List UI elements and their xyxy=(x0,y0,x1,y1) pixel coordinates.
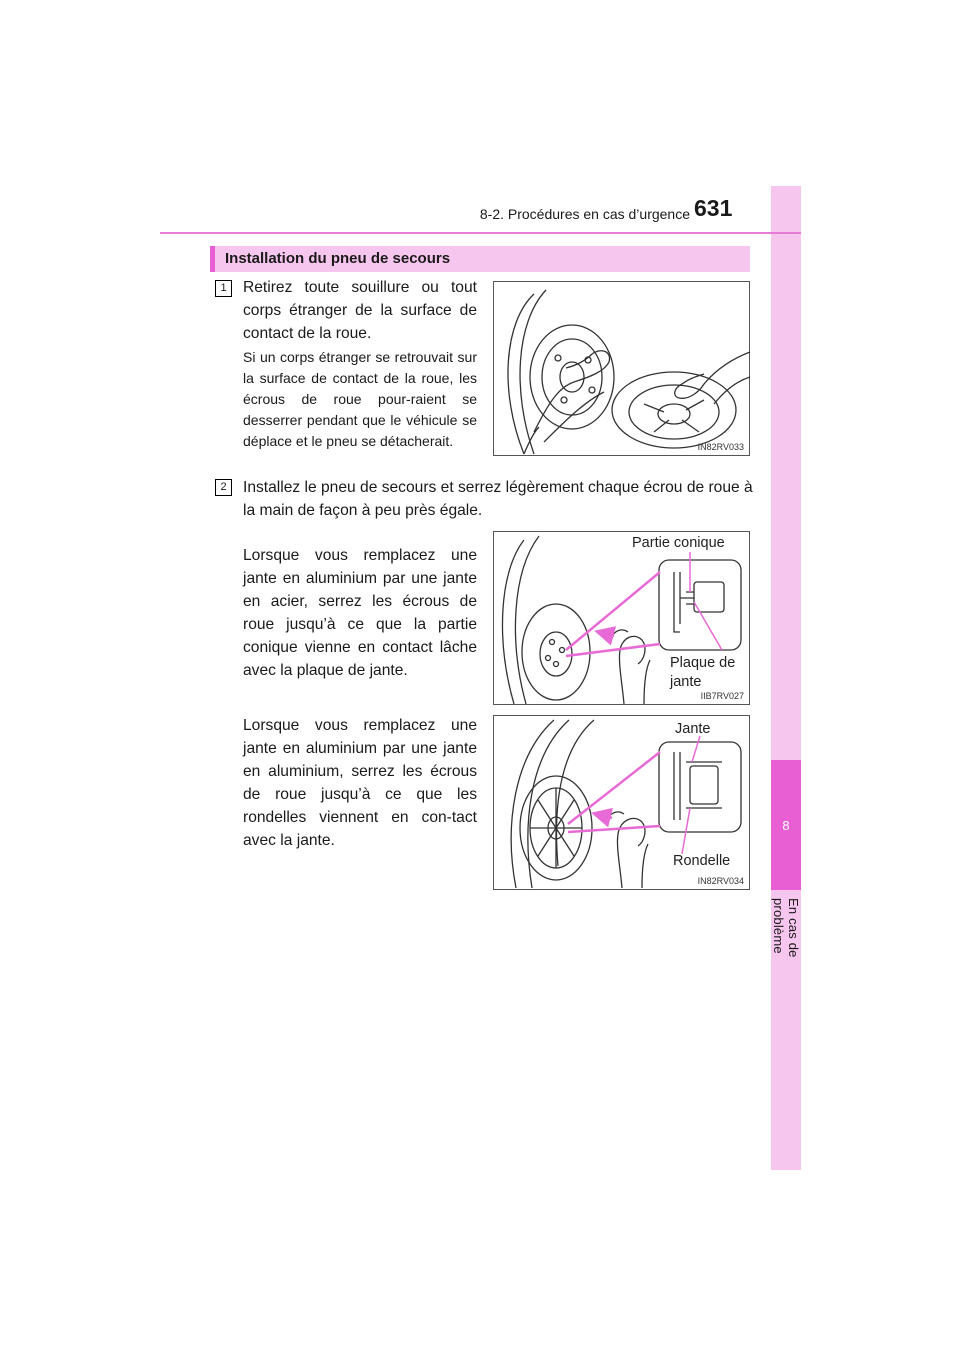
chapter-number-tab xyxy=(771,760,801,890)
step-1-text: Retirez toute souillure ou tout corps étranger de la surface de contact de la roue. xyxy=(243,279,477,342)
callout-rim: Jante xyxy=(675,721,711,737)
section-title: Installation du pneu de secours xyxy=(210,246,750,272)
clean-wheel-illustration xyxy=(494,282,751,457)
figure-code: IN82RV034 xyxy=(697,876,744,886)
chapter-label: En cas de problème xyxy=(771,898,801,958)
step-badge-1: 1 xyxy=(215,280,232,297)
steel-rim-instruction: Lorsque vous remplacez une jante en aluminium par une jante en acier, serrez les écrous de roue jusqu’à ce que la partie conique vienne en contact lâche avec la plaque de jante. xyxy=(243,547,477,679)
header-rule xyxy=(160,232,801,234)
step-1-note: Si un corps étranger se retrouvait sur la surface de contact de la roue, les écrous de roue pour-raient se desserrer pendant que le véhicule se déplace et le pneu se détacherait. xyxy=(243,349,477,449)
running-header-section: 8-2. Procédures en cas d’urgence xyxy=(479,206,690,222)
page-number: 631 xyxy=(694,195,733,221)
figure-code: IIB7RV027 xyxy=(700,691,744,701)
callout-conical-part: Partie conique xyxy=(632,535,725,551)
callout-rim-plate: Plaque de jante xyxy=(670,655,736,690)
figure-code: IN82RV033 xyxy=(697,442,744,452)
chapter-side-tab xyxy=(771,186,801,1170)
callout-washer: Rondelle xyxy=(673,853,731,869)
figure-clean-wheel-surface xyxy=(493,281,750,456)
step-badge-2: 2 xyxy=(215,479,232,496)
step-2-text: Installez le pneu de secours et serrez légèrement chaque écrou de roue à la main de façon à peu près égale. xyxy=(243,479,753,519)
chapter-number: 8 xyxy=(782,817,790,833)
aluminium-rim-instruction: Lorsque vous remplacez une jante en aluminium par une jante en aluminium, serrez les écrous de roue jusqu’à ce que les rondelles viennent en con-tact avec la jante. xyxy=(243,717,477,849)
